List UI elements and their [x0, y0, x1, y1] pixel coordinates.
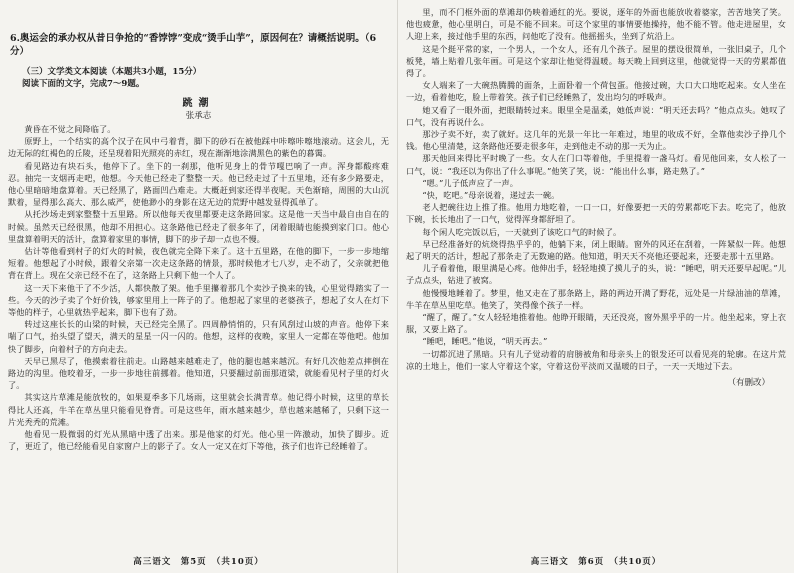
- paragraph: 那天他回来得比平时晚了一些。女人在门口等着他，手里提着一盏马灯。看见他回来，女人松了一口气，说：“我还以为你出了什么事呢。”他笑了笑，说：“能出什么事，路走熟了。”: [406, 153, 786, 176]
- paragraph: 其实这片草滩是能放牧的，如果夏季多下几场雨，这里就会长满青草。他记得小时候，这里的草长得比人还高，牛羊在草丛里只能看见脊背。可是这些年，雨水越来越少，草也越来越稀了，只剩下这一片光秃秃的荒滩。: [8, 392, 389, 427]
- paragraph: 每个闲人吃完饭以后，一天就到了该吃口气的时候了。: [422, 226, 622, 237]
- paragraph: 看见路边有块石头，他停下了。坐下的一刹那，他听见身上的骨节嘎巴响了一声。浑身都酸疼难忍。抽完一支烟再走吧，他想。今天他已经走了整整一天。他已经走过了十五里地，还有多少路要走，他心里暗暗地盘算着。天已经黑了，路面凹凸难走。大概赶到家还得半夜呢。天色渐暗，周围的大山沉默着，显得那么高大、那么威严，使他渺小的身影在这无边的荒野中越发显得孤单了。: [8, 160, 389, 208]
- paragraph: 早已经准备好的炕烧得热乎乎的，他躺下来，闭上眼睛。窗外的风还在刮着，一阵紧似一阵。他想起了明天的活计，想起了那条走了无数遍的路。他知道，明天天不亮他还要起来，还要走那十五里路。: [406, 238, 786, 262]
- paragraph: 转过这座长长的山梁的时候，天已经完全黑了。四周静悄悄的，只有风刮过山坡的声音。他停下来喘了口气，抬头望了望天，满天的星星一闪一闪的。他想，这样的夜晚，家里人一定都在等他吧。他加快了脚步，向着村子的方向走去。: [8, 319, 389, 354]
- paragraph: 一切都沉进了黑暗。只有儿子觉动着的肩膀被角和母亲头上的银发还可以看见亮的轮廓。在这片荒凉的土地上，他们一家人守着这个家，守着这份平淡而又温暖的日子，一天一天地过下去。: [406, 348, 786, 371]
- paragraph: 从托沙场走到家整整十五里路。所以他每天夜里都要走这条路回家。这是他一天当中最自由自在的时候。虽然天已经很黑，他却不用担心。这条路他已经走了很多年了，闭着眼睛也能摸到家门口。他心里盘算着明天的活计，盘算着家里的事情，脚下的步子却一点也不慢。: [8, 209, 389, 244]
- paragraph: “睡吧，睡吧。”他说，“明天再去。”: [422, 336, 548, 347]
- story-title: 跳潮: [182, 98, 215, 109]
- section-heading: （三）文学类文本阅读（本题共3小题，15分）: [22, 67, 202, 77]
- paragraph: 他看见一股微弱的灯光从黑暗中透了出来。那是他家的灯光。他心里一阵激动，加快了脚步。近了，更近了，他已经能看见自家窗户上的影子了。女人一定又在灯下等他，孩子们也许已经睡着了。: [8, 429, 389, 452]
- paragraph: 这一天下来他干了不少活，人都快散了架。他手里攥着那几个卖沙子换来的钱，心里觉得踏实了一些。今天的沙子卖了个好价钱，够家里用上一阵子的了。他想起了家里的老婆孩子，想起了女人在灯下等他的样子，心里就热乎起来，脚下也有了劲。: [8, 282, 389, 318]
- right-page: [397, 0, 794, 573]
- paragraph: “醒了，醒了。”女人轻轻地推着他。他睁开眼睛，天还没亮，窗外黑乎乎的一片。他坐起来，穿上衣服，又要上路了。: [406, 312, 786, 335]
- attribution: （有删改）: [727, 378, 770, 389]
- left-story-body: [8, 123, 389, 452]
- paragraph: “嗯。”儿子低声应了一声。: [422, 177, 519, 188]
- paragraph: 里，而不门框外面的草滩却仍映着通红的光。要说，逐年的外面也能放收着婆家，苦苦地笑了笑。他也疲惫，他心里明白，可是不能不回来。可这个家里的事情要他操持，他不能不管。他走进屋里，女人迎上来，接过他手里的东西，问他吃了没有。他摇摇头，坐到了炕沿上。: [406, 7, 786, 42]
- paragraph: 这是个挺平常的家，一个男人，一个女人，还有几个孩子。屋里的摆设很简单，一张旧桌子，几个板凳，墙上贴着几张年画。可是这个家却让他觉得温暖。每天晚上回到这里，他就觉得一天的劳累都值得了。: [406, 43, 786, 79]
- paragraph: 天早已黑尽了，他摸索着往前走。山路越来越难走了，他的腿也越来越沉。有好几次他差点摔倒在路边的沟里。他咬着牙，一步一步地往前挪着。他知道，只要翻过前面那道梁，就能看见村子里的灯火了。: [8, 355, 389, 391]
- question-6: 6.奥运会的承办权从昔日争抢的“香饽饽”变成“烫手山芋”，原因何在？请概括说明。（6分）: [10, 33, 377, 57]
- paragraph: 他慢慢地睡着了。梦里，他又走在了那条路上，路的两边开满了野花，远处是一片绿油油的草滩，牛羊在草丛里吃草。他笑了，笑得像个孩子一样。: [406, 287, 786, 310]
- paragraph: 那沙子卖不好，卖了就好。这几年的光景一年比一年难过，地里的收成不好，全靠他卖沙子挣几个钱。他心里清楚，这条路他还要走很多年，走到他走不动的那一天为止。: [406, 129, 786, 152]
- paragraph: 女人端来了一大碗热腾腾的面条，上面卧着一个荷包蛋。他接过碗，大口大口地吃起来。女人坐在一边，看着他吃，脸上带着笑。孩子们已经睡熟了，发出均匀的呼吸声。: [406, 80, 786, 103]
- paragraph: 老人把碗往边上推了推。他用力地吃着，一口一口，好像要把一天的劳累都吃下去。吃完了，他放下碗，长长地出了一口气，觉得浑身都舒坦了。: [406, 202, 786, 225]
- paragraph: 儿子看着他，眼里满是心疼。他伸出手，轻轻地摸了摸儿子的头，说：“睡吧，明天还要早起呢。”儿子点点头，钻进了被窝。: [406, 263, 786, 286]
- paragraph: 原野上，一个结实的高个汉子在风中弓着背，脚下的砂石在被他踩中咔嚓咔嚓地滚动。这会儿，无边无际的红褐色的丘陵，还呈现着阳光照亮的赤红，现在渐渐地涂满黑色的紫色的暮霭。: [8, 136, 389, 159]
- paragraph: 黄昏在不觉之间降临了。: [24, 124, 116, 134]
- paragraph: 她又看了一眼外面，把眼睛转过来。眼里全是温柔，她低声说：“明天还去吗？”他点点头。她叹了口气，没有再说什么。: [406, 104, 786, 127]
- page-footer-5: 高三语文 第5页 （共10页）: [133, 557, 264, 567]
- paragraph: “快，吃吧。”母亲说着，递过去一碗。: [422, 190, 560, 201]
- reading-instruction: 阅读下面的文字，完成7～9题。: [22, 79, 145, 89]
- right-story-body: [406, 6, 786, 372]
- page-footer-6: 高三语文 第6页 （共10页）: [530, 557, 662, 567]
- story-author: 张承志: [185, 111, 212, 121]
- paragraph: 估计等他看到村子的灯火的时候，夜色就完全降下来了。这十五里路，在他的脚下，一步一步地缩短着。他想起了小时候，跟着父亲第一次走这条路的情景，那时候他才七八岁，走不动了，父亲就把他背在背上。现在父亲已经不在了，这条路上只剩下他一个人了。: [8, 246, 389, 281]
